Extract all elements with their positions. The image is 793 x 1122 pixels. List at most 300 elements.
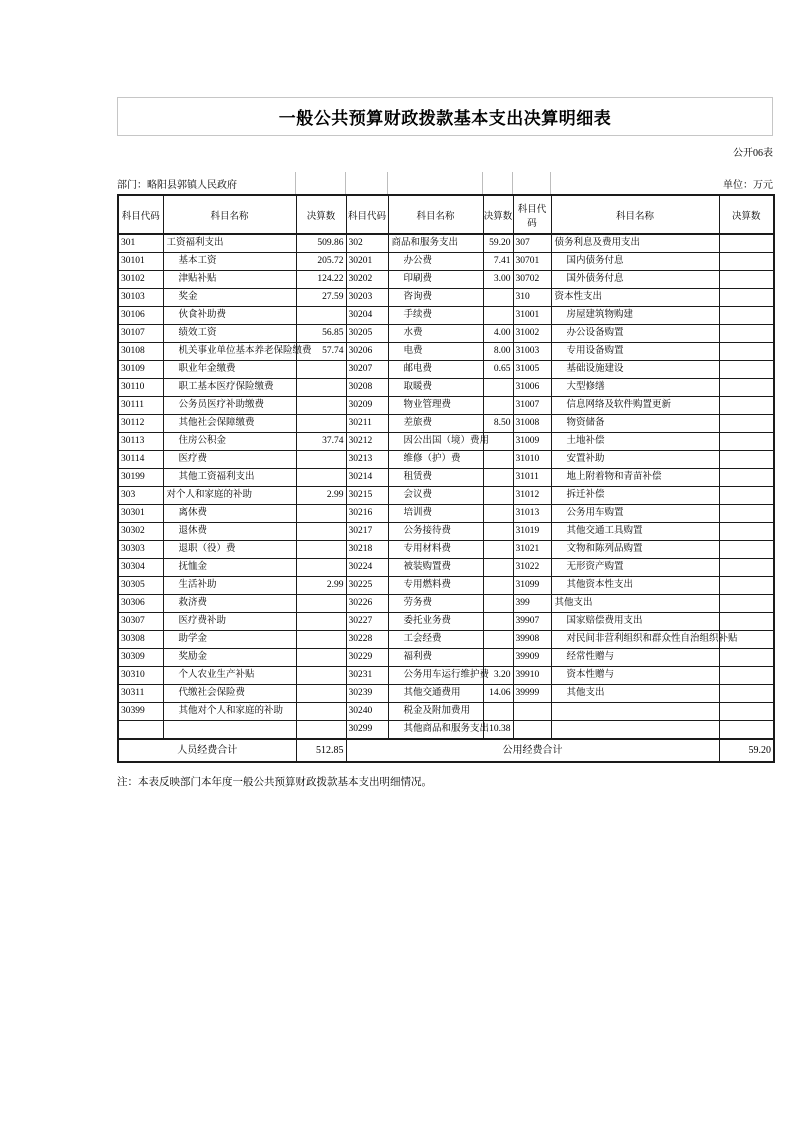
code-cell: 31005 [513, 361, 551, 379]
value-cell [296, 415, 346, 433]
name-cell: 物业管理费 [388, 397, 483, 415]
value-cell [296, 667, 346, 685]
code-cell: 30228 [346, 631, 388, 649]
name-cell: 代缴社会保险费 [163, 685, 296, 703]
value-cell: 205.72 [296, 253, 346, 271]
value-cell: 59.20 [483, 234, 513, 253]
name-cell: 国外债务付息 [551, 271, 719, 289]
name-cell: 租赁费 [388, 469, 483, 487]
value-cell [483, 523, 513, 541]
code-cell: 30206 [346, 343, 388, 361]
code-cell: 30217 [346, 523, 388, 541]
value-cell [483, 559, 513, 577]
table-row [118, 505, 774, 523]
code-cell: 30231 [346, 667, 388, 685]
value-cell [296, 595, 346, 613]
value-cell [296, 559, 346, 577]
value-cell [719, 451, 774, 469]
code-cell: 31006 [513, 379, 551, 397]
table-row [118, 559, 774, 577]
code-cell: 30311 [118, 685, 163, 703]
header-code-1: 科目代码 [118, 195, 163, 234]
name-cell: 机关事业单位基本养老保险缴费 [163, 343, 296, 361]
code-cell: 31001 [513, 307, 551, 325]
code-cell: 31007 [513, 397, 551, 415]
code-cell [118, 721, 163, 740]
code-cell: 399 [513, 595, 551, 613]
code-cell: 30240 [346, 703, 388, 721]
value-cell [719, 613, 774, 631]
code-cell: 30212 [346, 433, 388, 451]
value-cell [719, 559, 774, 577]
document-sheet [117, 97, 773, 789]
header-value-2: 决算数 [483, 195, 513, 234]
value-cell: 57.74 [296, 343, 346, 361]
code-cell: 31003 [513, 343, 551, 361]
value-cell [296, 685, 346, 703]
value-cell [483, 703, 513, 721]
code-cell: 30207 [346, 361, 388, 379]
name-cell: 伙食补助费 [163, 307, 296, 325]
code-cell: 31013 [513, 505, 551, 523]
name-cell: 其他交通工具购置 [551, 523, 719, 541]
name-cell: 对民间非营利组织和群众性自治组织补贴 [551, 631, 719, 649]
name-cell: 因公出国（境）费用 [388, 433, 483, 451]
divider [482, 172, 483, 194]
divider [345, 172, 346, 194]
code-cell: 39910 [513, 667, 551, 685]
code-cell: 30216 [346, 505, 388, 523]
value-cell [483, 613, 513, 631]
name-cell: 离休费 [163, 505, 296, 523]
code-cell: 30111 [118, 397, 163, 415]
code-cell: 31002 [513, 325, 551, 343]
name-cell: 公务用车运行维护费 [388, 667, 483, 685]
code-cell: 30112 [118, 415, 163, 433]
code-cell: 30307 [118, 613, 163, 631]
header-name-3: 科目名称 [551, 195, 719, 234]
value-cell [296, 523, 346, 541]
code-cell: 30306 [118, 595, 163, 613]
value-cell: 4.00 [483, 325, 513, 343]
value-cell [719, 649, 774, 667]
budget-table [117, 194, 775, 763]
totals-row [118, 739, 774, 762]
code-cell: 30214 [346, 469, 388, 487]
value-cell [296, 541, 346, 559]
header-value-3: 决算数 [719, 195, 774, 234]
header-row [118, 195, 774, 234]
value-cell [296, 649, 346, 667]
name-cell: 退休费 [163, 523, 296, 541]
table-row [118, 397, 774, 415]
value-cell [483, 397, 513, 415]
personnel-total-label: 人员经费合计 [118, 739, 296, 762]
name-cell: 其他支出 [551, 595, 719, 613]
name-cell: 其他对个人和家庭的补助 [163, 703, 296, 721]
code-cell: 30301 [118, 505, 163, 523]
table-row [118, 685, 774, 703]
value-cell: 14.06 [483, 685, 513, 703]
name-cell: 助学金 [163, 631, 296, 649]
value-cell [719, 667, 774, 685]
code-cell: 31019 [513, 523, 551, 541]
value-cell [719, 541, 774, 559]
code-cell: 30225 [346, 577, 388, 595]
value-cell [719, 307, 774, 325]
table-row [118, 325, 774, 343]
name-cell: 邮电费 [388, 361, 483, 379]
name-cell: 培训费 [388, 505, 483, 523]
form-code-label: 公开06表 [733, 148, 773, 159]
code-cell: 30299 [346, 721, 388, 740]
name-cell: 奖励金 [163, 649, 296, 667]
name-cell: 房屋建筑物购建 [551, 307, 719, 325]
value-cell [296, 613, 346, 631]
name-cell: 福利费 [388, 649, 483, 667]
code-cell: 30239 [346, 685, 388, 703]
value-cell: 0.65 [483, 361, 513, 379]
value-cell [719, 523, 774, 541]
value-cell [719, 361, 774, 379]
name-cell: 生活补助 [163, 577, 296, 595]
title-box [117, 97, 773, 136]
value-cell [719, 234, 774, 253]
value-cell [483, 649, 513, 667]
value-cell [719, 397, 774, 415]
value-cell: 2.99 [296, 577, 346, 595]
value-cell [483, 631, 513, 649]
name-cell: 其他资本性支出 [551, 577, 719, 595]
code-cell: 30302 [118, 523, 163, 541]
code-cell: 302 [346, 234, 388, 253]
table-row [118, 613, 774, 631]
code-cell: 39908 [513, 631, 551, 649]
value-cell [483, 451, 513, 469]
divider [387, 172, 388, 194]
code-cell: 31010 [513, 451, 551, 469]
table-row [118, 307, 774, 325]
code-cell: 30309 [118, 649, 163, 667]
table-row [118, 523, 774, 541]
name-cell [551, 703, 719, 721]
name-cell: 文物和陈列品购置 [551, 541, 719, 559]
value-cell: 27.59 [296, 289, 346, 307]
value-cell [719, 433, 774, 451]
header-code-3: 科目代码 [513, 195, 551, 234]
name-cell: 维修（护）费 [388, 451, 483, 469]
value-cell [296, 631, 346, 649]
table-row [118, 469, 774, 487]
name-cell: 商品和服务支出 [388, 234, 483, 253]
unit-label: 单位：万元 [723, 180, 773, 191]
name-cell: 工资福利支出 [163, 234, 296, 253]
code-cell: 31008 [513, 415, 551, 433]
code-cell: 30199 [118, 469, 163, 487]
name-cell: 职业年金缴费 [163, 361, 296, 379]
footnote: 注：本表反映部门本年度一般公共预算财政拨款基本支出明细情况。 [117, 777, 432, 788]
table-row [118, 379, 774, 397]
name-cell: 资本性支出 [551, 289, 719, 307]
name-cell: 信息网络及软件购置更新 [551, 397, 719, 415]
value-cell [296, 505, 346, 523]
divider [295, 172, 296, 194]
table-row [118, 289, 774, 307]
code-cell [513, 721, 551, 740]
name-cell: 个人农业生产补贴 [163, 667, 296, 685]
meta-row [117, 158, 773, 194]
name-cell: 水费 [388, 325, 483, 343]
value-cell [296, 721, 346, 740]
code-cell: 30102 [118, 271, 163, 289]
name-cell: 物资储备 [551, 415, 719, 433]
code-cell: 31009 [513, 433, 551, 451]
code-cell: 30202 [346, 271, 388, 289]
name-cell: 公务员医疗补助缴费 [163, 397, 296, 415]
name-cell: 地上附着物和青苗补偿 [551, 469, 719, 487]
value-cell: 56.85 [296, 325, 346, 343]
name-cell: 退职（役）费 [163, 541, 296, 559]
value-cell [719, 685, 774, 703]
name-cell: 基础设施建设 [551, 361, 719, 379]
table-row [118, 721, 774, 740]
table-row [118, 253, 774, 271]
name-cell [163, 721, 296, 740]
code-cell: 30203 [346, 289, 388, 307]
name-cell: 经常性赠与 [551, 649, 719, 667]
code-cell: 30113 [118, 433, 163, 451]
value-cell [483, 379, 513, 397]
name-cell: 安置补助 [551, 451, 719, 469]
value-cell [296, 379, 346, 397]
value-cell [719, 325, 774, 343]
value-cell [719, 343, 774, 361]
name-cell: 对个人和家庭的补助 [163, 487, 296, 505]
table-row [118, 703, 774, 721]
value-cell: 3.20 [483, 667, 513, 685]
value-cell [296, 703, 346, 721]
name-cell: 债务利息及费用支出 [551, 234, 719, 253]
code-cell: 31021 [513, 541, 551, 559]
table-row [118, 433, 774, 451]
header-name-1: 科目名称 [163, 195, 296, 234]
value-cell: 3.00 [483, 271, 513, 289]
value-cell [719, 487, 774, 505]
name-cell: 专用设备购置 [551, 343, 719, 361]
divider [550, 172, 551, 194]
name-cell: 国家赔偿费用支出 [551, 613, 719, 631]
value-cell [719, 595, 774, 613]
value-cell [719, 271, 774, 289]
code-cell: 30108 [118, 343, 163, 361]
table-row [118, 343, 774, 361]
value-cell [719, 721, 774, 740]
value-cell [483, 289, 513, 307]
code-cell: 30229 [346, 649, 388, 667]
code-cell: 30218 [346, 541, 388, 559]
name-cell: 取暖费 [388, 379, 483, 397]
name-cell: 差旅费 [388, 415, 483, 433]
table-row [118, 541, 774, 559]
code-cell: 30109 [118, 361, 163, 379]
name-cell: 其他社会保障缴费 [163, 415, 296, 433]
value-cell [483, 487, 513, 505]
code-cell: 30303 [118, 541, 163, 559]
name-cell: 资本性赠与 [551, 667, 719, 685]
name-cell: 委托业务费 [388, 613, 483, 631]
table-row [118, 577, 774, 595]
code-cell: 301 [118, 234, 163, 253]
code-cell: 30226 [346, 595, 388, 613]
code-cell: 307 [513, 234, 551, 253]
public-total-value: 59.20 [719, 739, 774, 762]
table-row [118, 234, 774, 253]
name-cell: 办公设备购置 [551, 325, 719, 343]
name-cell: 工会经费 [388, 631, 483, 649]
value-cell [483, 505, 513, 523]
value-cell [296, 451, 346, 469]
name-cell: 津贴补贴 [163, 271, 296, 289]
code-cell: 30215 [346, 487, 388, 505]
value-cell: 8.50 [483, 415, 513, 433]
name-cell: 公务用车购置 [551, 505, 719, 523]
code-cell: 30114 [118, 451, 163, 469]
value-cell [719, 415, 774, 433]
value-cell [719, 253, 774, 271]
name-cell: 其他交通费用 [388, 685, 483, 703]
value-cell: 8.00 [483, 343, 513, 361]
name-cell: 其他工资福利支出 [163, 469, 296, 487]
code-cell: 30701 [513, 253, 551, 271]
code-cell: 30310 [118, 667, 163, 685]
code-cell: 30224 [346, 559, 388, 577]
code-cell: 30304 [118, 559, 163, 577]
code-cell: 30211 [346, 415, 388, 433]
code-cell: 30204 [346, 307, 388, 325]
table-row [118, 649, 774, 667]
name-cell: 咨询费 [388, 289, 483, 307]
table-row [118, 361, 774, 379]
name-cell: 劳务费 [388, 595, 483, 613]
code-cell: 30106 [118, 307, 163, 325]
value-cell [719, 379, 774, 397]
value-cell: 2.99 [296, 487, 346, 505]
name-cell: 住房公积金 [163, 433, 296, 451]
code-cell: 30208 [346, 379, 388, 397]
code-cell: 30205 [346, 325, 388, 343]
name-cell: 手续费 [388, 307, 483, 325]
code-cell: 310 [513, 289, 551, 307]
code-cell: 39907 [513, 613, 551, 631]
value-cell [296, 469, 346, 487]
name-cell: 大型修缮 [551, 379, 719, 397]
code-cell: 31011 [513, 469, 551, 487]
public-total-label: 公用经费合计 [346, 739, 719, 762]
value-cell: 10.38 [483, 721, 513, 740]
name-cell: 抚恤金 [163, 559, 296, 577]
code-cell: 39909 [513, 649, 551, 667]
code-cell: 30103 [118, 289, 163, 307]
value-cell: 509.86 [296, 234, 346, 253]
name-cell: 电费 [388, 343, 483, 361]
value-cell [296, 361, 346, 379]
code-cell: 30209 [346, 397, 388, 415]
value-cell [483, 595, 513, 613]
value-cell: 7.41 [483, 253, 513, 271]
code-cell: 30213 [346, 451, 388, 469]
code-cell: 30227 [346, 613, 388, 631]
name-cell: 医疗费 [163, 451, 296, 469]
page-title: 一般公共预算财政拨款基本支出决算明细表 [278, 109, 612, 128]
name-cell: 救济费 [163, 595, 296, 613]
value-cell: 37.74 [296, 433, 346, 451]
name-cell: 办公费 [388, 253, 483, 271]
name-cell: 土地补偿 [551, 433, 719, 451]
value-cell [719, 505, 774, 523]
value-cell [719, 577, 774, 595]
name-cell: 基本工资 [163, 253, 296, 271]
code-cell: 303 [118, 487, 163, 505]
value-cell [719, 703, 774, 721]
department-label: 部门：略阳县郭镇人民政府 [117, 180, 237, 191]
table-row [118, 487, 774, 505]
value-cell [483, 469, 513, 487]
name-cell: 无形资产购置 [551, 559, 719, 577]
name-cell: 职工基本医疗保险缴费 [163, 379, 296, 397]
name-cell: 印刷费 [388, 271, 483, 289]
name-cell: 医疗费补助 [163, 613, 296, 631]
divider [512, 172, 513, 194]
code-cell: 30305 [118, 577, 163, 595]
code-cell: 30702 [513, 271, 551, 289]
code-cell: 30201 [346, 253, 388, 271]
code-cell [513, 703, 551, 721]
name-cell: 公务接待费 [388, 523, 483, 541]
table-row [118, 631, 774, 649]
code-cell: 31012 [513, 487, 551, 505]
name-cell [551, 721, 719, 740]
value-cell: 124.22 [296, 271, 346, 289]
code-cell: 30399 [118, 703, 163, 721]
table-row [118, 595, 774, 613]
code-cell: 30308 [118, 631, 163, 649]
header-code-2: 科目代码 [346, 195, 388, 234]
table-row [118, 451, 774, 469]
value-cell [296, 307, 346, 325]
table-row [118, 667, 774, 685]
value-cell [296, 397, 346, 415]
code-cell: 30101 [118, 253, 163, 271]
name-cell: 其他商品和服务支出 [388, 721, 483, 740]
value-cell [483, 541, 513, 559]
value-cell [483, 577, 513, 595]
code-cell: 31099 [513, 577, 551, 595]
code-cell: 39999 [513, 685, 551, 703]
code-cell: 30110 [118, 379, 163, 397]
table-row [118, 415, 774, 433]
value-cell [719, 289, 774, 307]
table-body [118, 234, 774, 739]
name-cell: 会议费 [388, 487, 483, 505]
name-cell: 其他支出 [551, 685, 719, 703]
name-cell: 绩效工资 [163, 325, 296, 343]
name-cell: 专用燃料费 [388, 577, 483, 595]
code-cell: 30107 [118, 325, 163, 343]
name-cell: 税金及附加费用 [388, 703, 483, 721]
table-row [118, 271, 774, 289]
value-cell [483, 307, 513, 325]
name-cell: 拆迁补偿 [551, 487, 719, 505]
